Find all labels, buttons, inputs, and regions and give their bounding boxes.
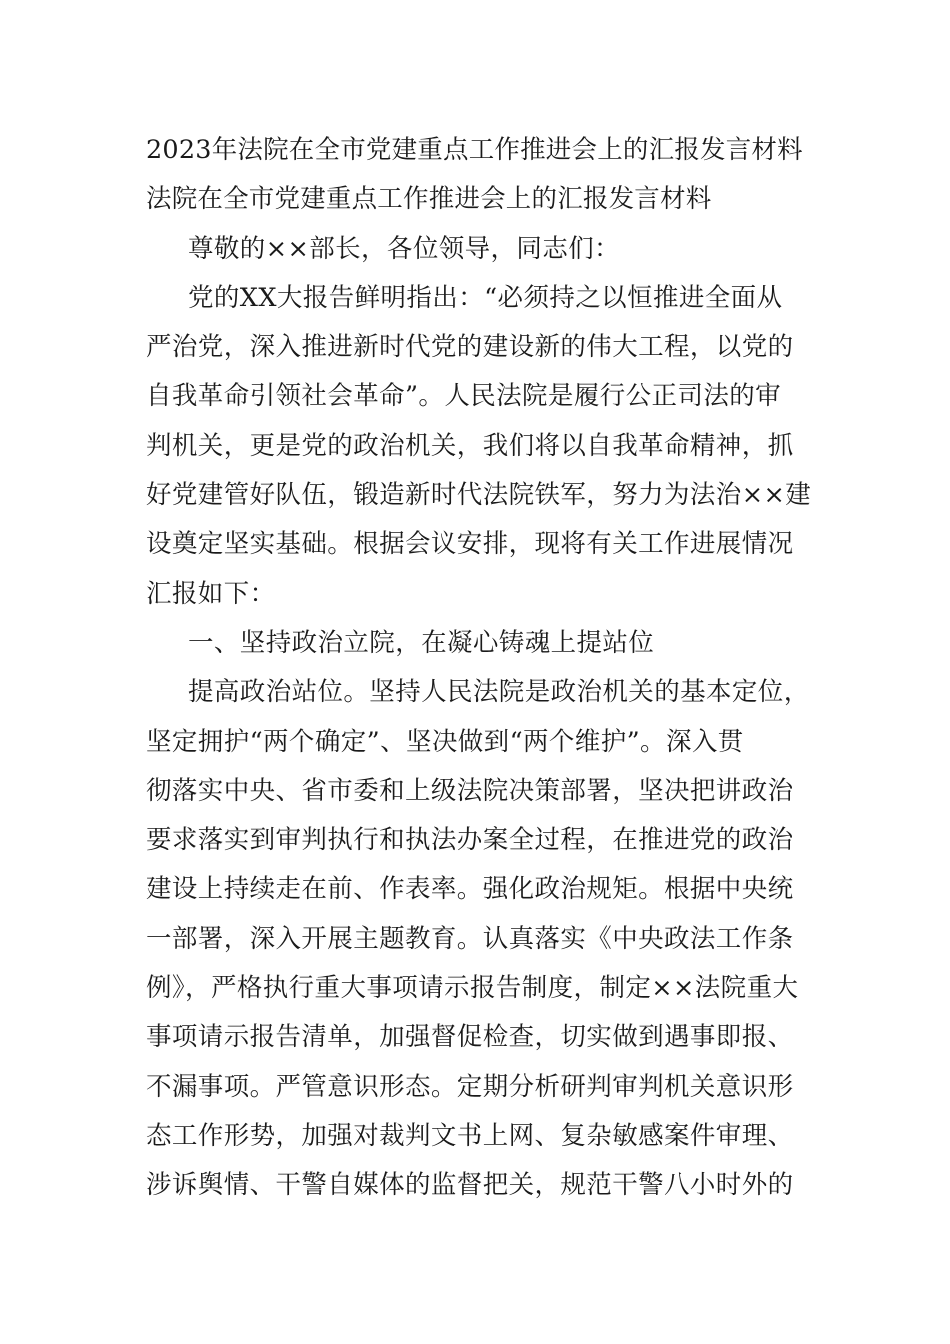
paragraph-line: 要求落实到审判执行和执法办案全过程，在推进党的政治 [146, 825, 794, 856]
paragraph-line: 涉诉舆情、干警自媒体的监督把关，规范干警八小时外的 [146, 1170, 794, 1201]
paragraph-line: 一部署，深入开展主题教育。认真落实《中央政法工作条 [146, 923, 794, 954]
paragraph-line: 例》，严格执行重大事项请示报告制度，制定××法院重大 [146, 973, 799, 1004]
paragraph-line: 事项请示报告清单，加强督促检查，切实做到遇事即报、 [146, 1022, 794, 1053]
document-body [146, 225, 816, 1211]
paragraph-line: 好党建管好队伍，锻造新时代法院铁军，努力为法治××建 [146, 480, 812, 511]
paragraph-line: 党的XX大报告鲜明指出：“必须持之以恒推进全面从 [188, 282, 783, 313]
paragraph-line: 态工作形势，加强对裁判文书上网、复杂敏感案件审理、 [146, 1120, 794, 1151]
paragraph-line: 汇报如下： [146, 578, 276, 609]
paragraph-line: 不漏事项。严管意识形态。定期分析研判审判机关意识形 [146, 1071, 794, 1102]
title-line-1: 2023年法院在全市党建重点工作推进会上的汇报发言材料 [146, 135, 803, 165]
title-line-2: 法院在全市党建重点工作推进会上的汇报发言材料 [146, 184, 712, 215]
paragraph-line: 提高政治站位。坚持人民法院是政治机关的基本定位， [188, 677, 810, 708]
document-content [146, 126, 816, 1211]
paragraph-line: 建设上持续走在前、作表率。强化政治规矩。根据中央统 [146, 874, 794, 905]
paragraph-line: 彻落实中央、省市委和上级法院决策部署，坚决把讲政治 [146, 775, 794, 806]
document-title [146, 126, 816, 225]
salutation: 尊敬的××部长，各位领导，同志们： [188, 233, 621, 264]
paragraph-line: 设奠定坚实基础。根据会议安排，现将有关工作进展情况 [146, 529, 794, 560]
paragraph-line: 自我革命引领社会革命”。人民法院是履行公正司法的审 [146, 381, 782, 412]
section-heading: 一、坚持政治立院，在凝心铸魂上提站位 [188, 627, 655, 658]
paragraph-line: 坚定拥护“两个确定”、坚决做到“两个维护”。深入贯 [146, 726, 744, 757]
paragraph-line: 严治党，深入推进新时代党的建设新的伟大工程，以党的 [146, 332, 794, 363]
paragraph-line: 判机关，更是党的政治机关，我们将以自我革命精神，抓 [146, 430, 794, 461]
